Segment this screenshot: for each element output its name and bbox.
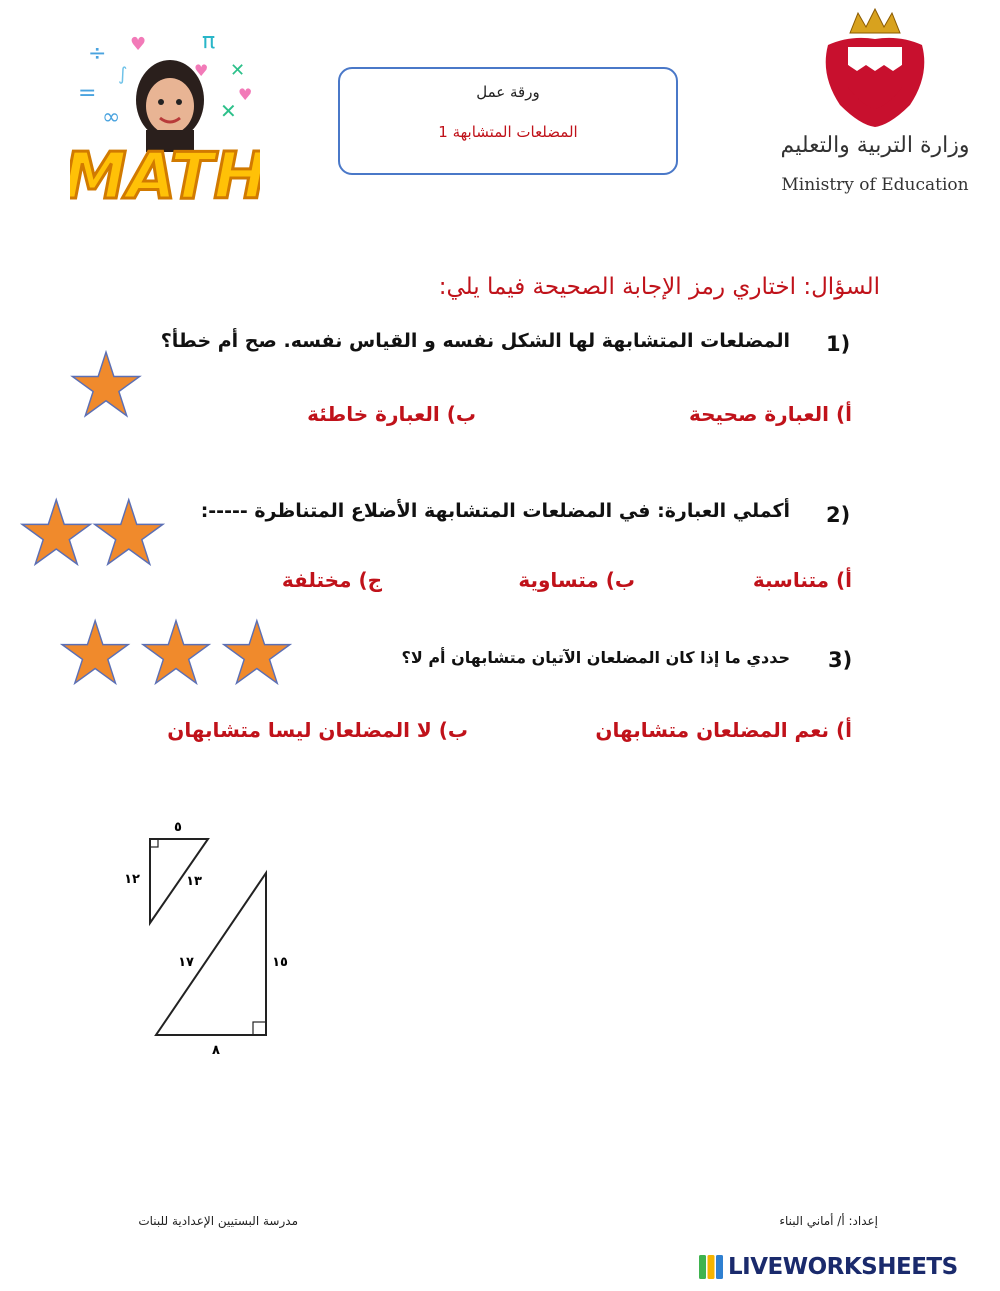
worksheet-title: ورقة عمل: [476, 83, 540, 101]
svg-text:∫: ∫: [118, 64, 128, 85]
question-3-option-b[interactable]: ب) لا المضلعان ليسا متشابهان: [167, 718, 468, 742]
star-icon: [22, 500, 90, 565]
svg-text:∞: ∞: [102, 105, 121, 130]
ministry-name-en: Ministry of Education: [781, 175, 969, 195]
question-2-number: 2): [826, 503, 851, 527]
svg-text:✕: ✕: [220, 99, 237, 123]
star-icon: [143, 621, 209, 684]
svg-text:✕: ✕: [230, 60, 246, 81]
svg-text:÷: ÷: [88, 41, 107, 66]
question-3-option-a[interactable]: أ) نعم المضلعان متشابهان: [595, 718, 852, 742]
question-2-text: أكملي العبارة: في المضلعات المتشابهة الأضلاع المتناظرة -----:: [200, 500, 790, 522]
footer-prepared-by: إعداد: أ/ أماني البناء: [779, 1214, 878, 1228]
difficulty-stars-2: [20, 496, 165, 572]
liveworksheets-text: LIVEWORKSHEETS: [728, 1254, 958, 1280]
worksheet-subtitle: المضلعات المتشابهة 1: [438, 123, 578, 141]
star-icon: [62, 621, 128, 684]
svg-text:♥: ♥: [130, 34, 147, 55]
large-hyp-label: ١٧: [178, 955, 194, 970]
star-icon: [95, 500, 163, 565]
similar-triangles-figure: [110, 810, 310, 1070]
question-2-option-b[interactable]: ب) متساوية: [518, 568, 635, 592]
math-logo-art: [70, 20, 260, 210]
difficulty-stars-3: [60, 618, 292, 690]
liveworksheets-logo-icon: [698, 1254, 724, 1280]
small-hyp-label: ١٣: [186, 874, 202, 889]
instruction-text: السؤال: اختاري رمز الإجابة الصحيحة فيما يلي:: [438, 274, 880, 300]
small-top-label: ٥: [174, 820, 182, 835]
math-logo-text: MATH: [70, 140, 260, 210]
svg-text:=: =: [78, 81, 97, 106]
large-right-label: ١٥: [272, 955, 288, 970]
svg-text:♥: ♥: [238, 85, 253, 104]
question-2-option-c[interactable]: ج) مختلفة: [281, 568, 382, 592]
question-1-option-b[interactable]: ب) العبارة خاطئة: [307, 402, 476, 426]
svg-text:π: π: [202, 29, 216, 54]
math-logo: [70, 20, 260, 210]
large-bottom-label: ٨: [212, 1043, 220, 1058]
liveworksheets-brand[interactable]: [698, 1254, 958, 1280]
question-1-option-a[interactable]: أ) العبارة صحيحة: [688, 402, 852, 426]
question-1-text: المضلعات المتشابهة لها الشكل نفسه و القياس نفسه. صح أم خطأ؟: [160, 330, 790, 352]
footer-school-name: مدرسة البستيين الإعدادية للبنات: [138, 1214, 298, 1228]
svg-text:♥: ♥: [194, 61, 209, 80]
question-1-number: 1): [826, 332, 851, 356]
bahrain-emblem-icon: [820, 5, 930, 130]
worksheet-title-box: [338, 67, 678, 175]
star-icon: [72, 352, 139, 416]
ministry-logo: [775, 5, 980, 200]
question-3-text: حددي ما إذا كان المضلعان الآتيان متشابهان أم لا؟: [401, 648, 790, 667]
star-icon: [224, 621, 290, 684]
large-triangle: [156, 873, 266, 1035]
question-3-number: 3): [828, 648, 853, 672]
ministry-name-ar: وزارة التربية والتعليم: [780, 133, 970, 158]
difficulty-stars-1: [70, 350, 142, 422]
small-left-label: ١٢: [124, 872, 140, 887]
question-2-option-a[interactable]: أ) متناسبة: [752, 568, 852, 592]
